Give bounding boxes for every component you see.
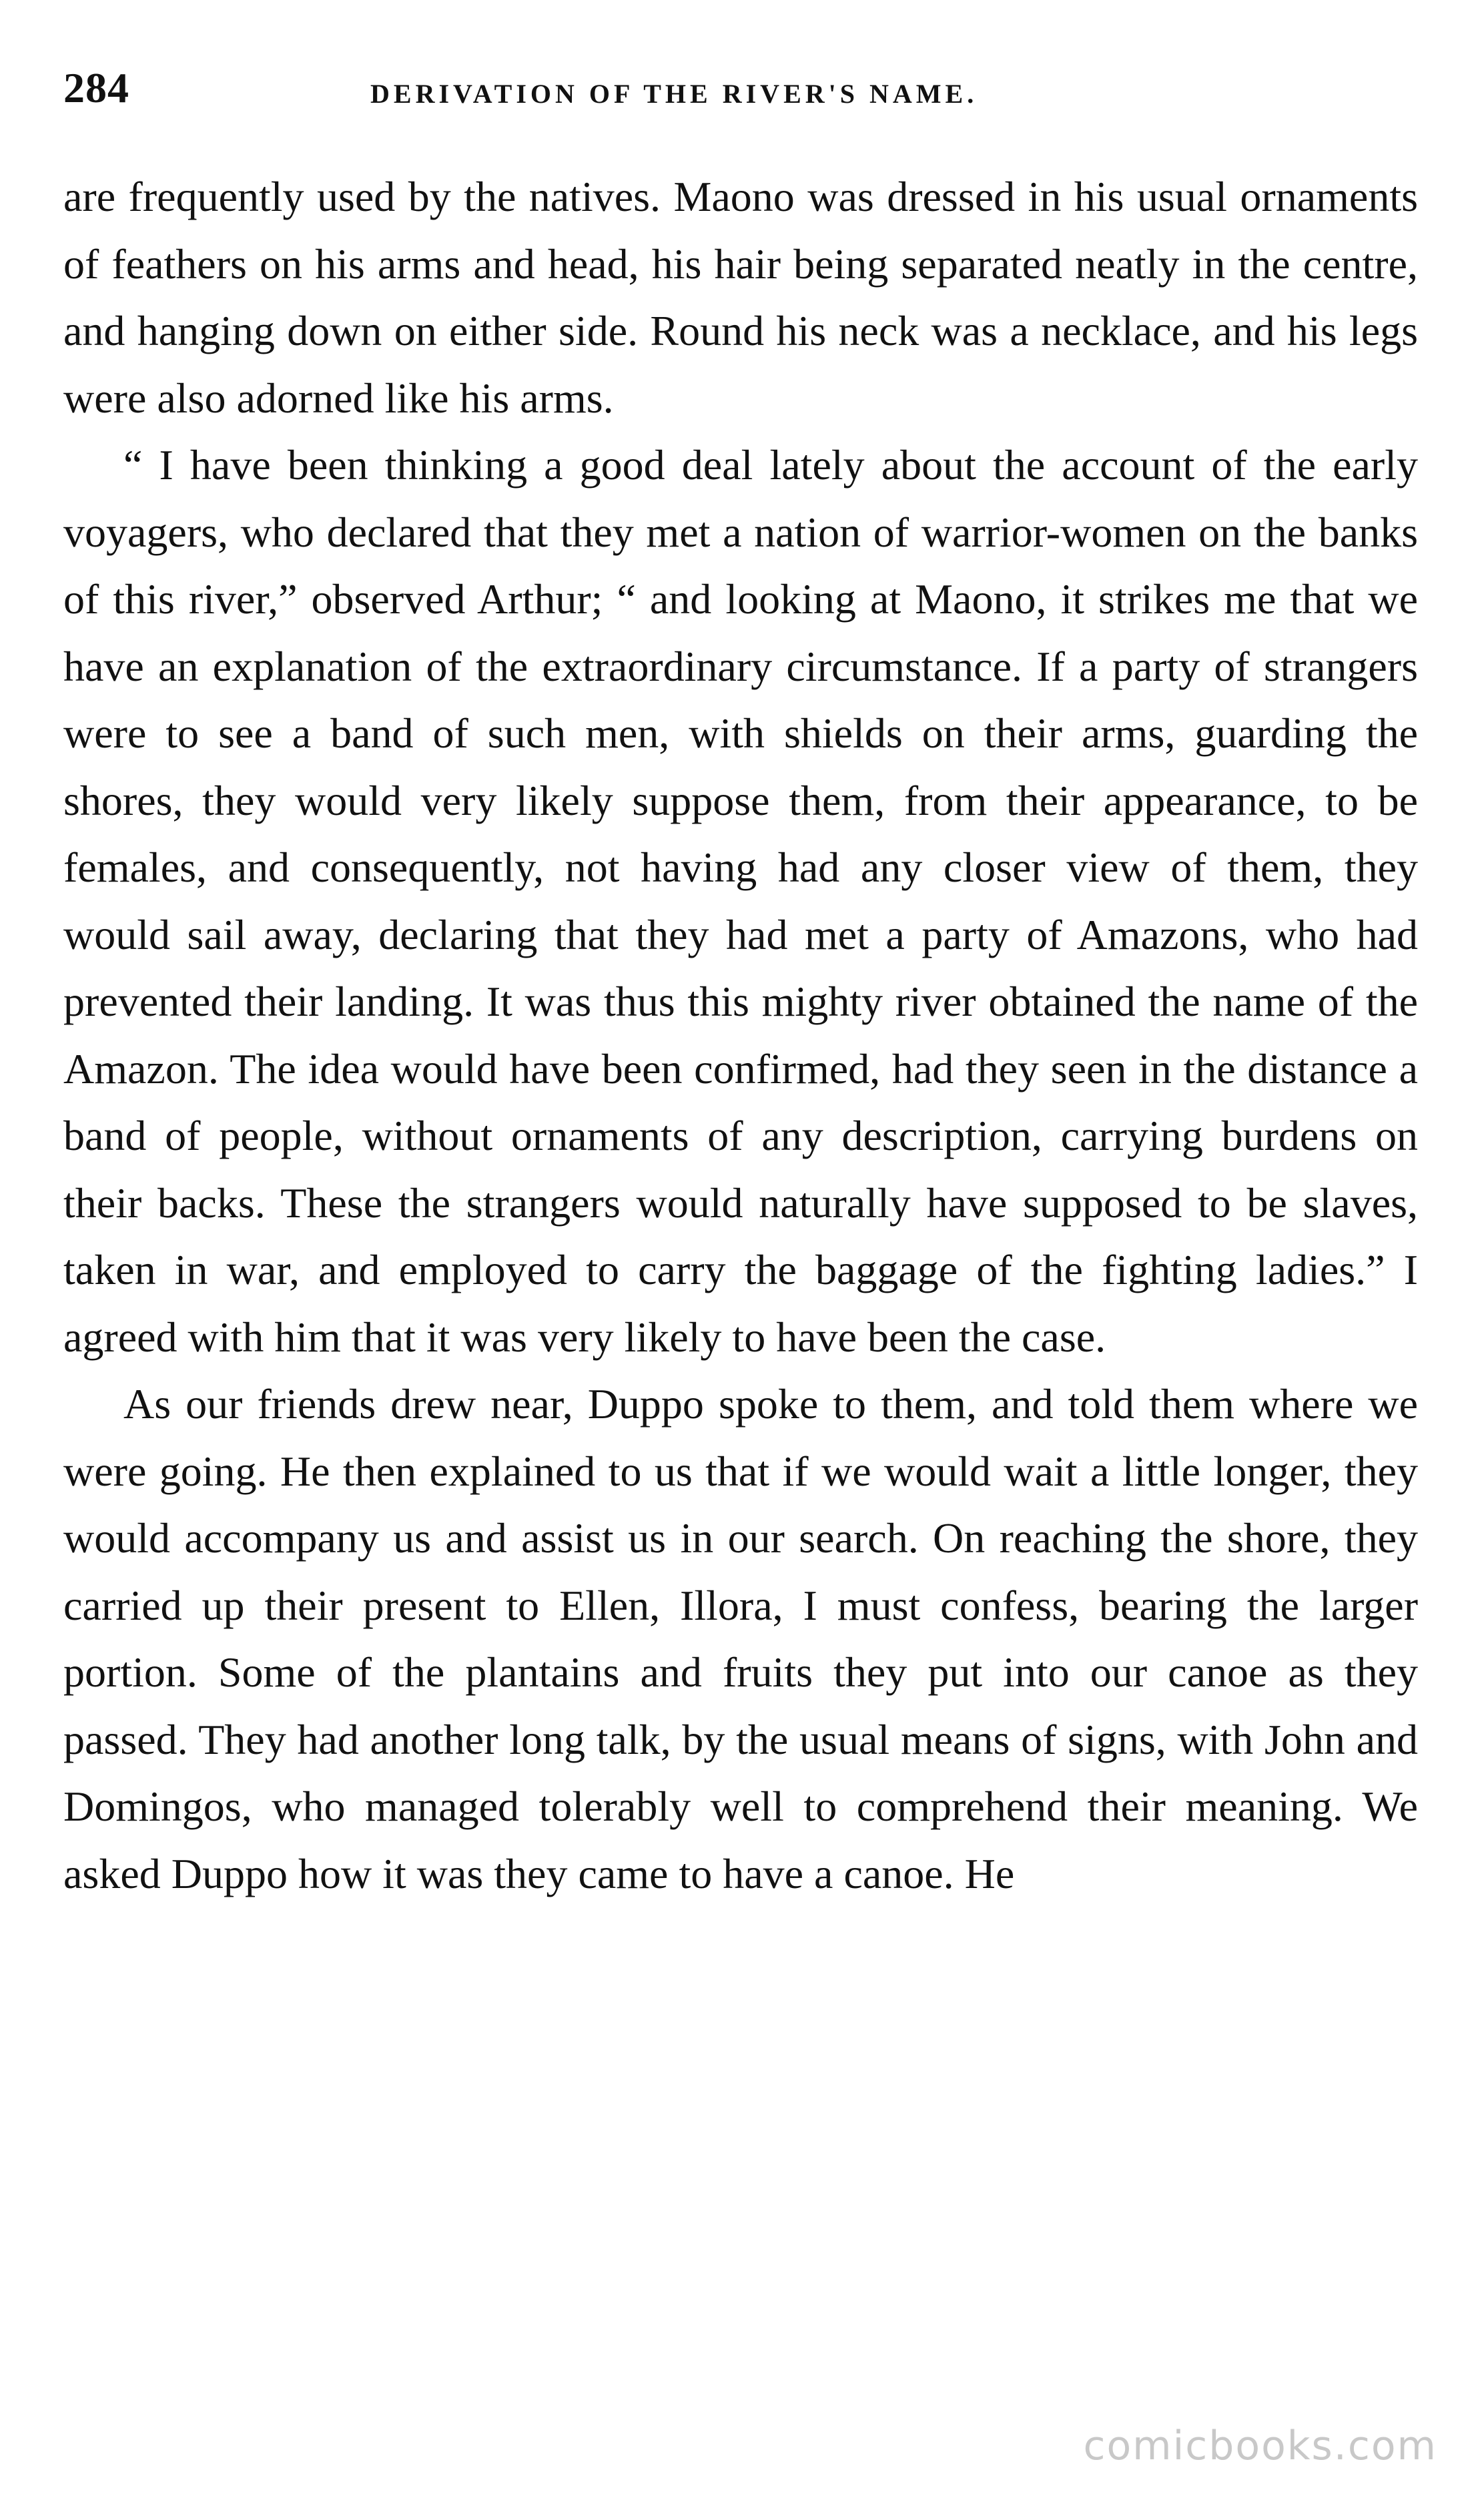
running-head: DERIVATION OF THE RIVER'S NAME.	[370, 79, 978, 109]
page-number: 284	[63, 64, 129, 111]
page-header	[63, 63, 1418, 123]
paragraph-3: As our friends drew near, Duppo spoke to them, and told them where we were going. He then explained to us that if we would wait a little longer, they would accompany us and assist us in our search. On reaching the shore, they carried up their present to Ellen, Illora, I must confess, bearing the larger portion. Some of the plantains and fruits they put into our canoe as they passed. They had another long talk, by the usual means of signs, with John and Domingos, who managed tolerably well to comprehend their meaning. We asked Duppo how it was they came to have a canoe. He	[63, 1380, 1418, 1897]
paragraph-2: “ I have been thinking a good deal lately about the account of the early voyagers, who declared that they met a nation of warrior-women on the banks of this river,” observed Arthur; “ and looking at Maono, it strikes me that we have an explanation of the extraordinary circumstance. If a party of strangers were to see a band of such men, with shields on their arms, guarding the shores, they would very likely suppose them, from their appearance, to be females, and consequently, not having had any closer view of them, they would sail away, declaring that they had met a party of Amazons, who had prevented their landing. It was thus this mighty river obtained the name of the Amazon. The idea would have been confirmed, had they seen in the distance a band of people, without ornaments of any description, carrying burdens on their backs. These the strangers would naturally have supposed to be slaves, taken in war, and employed to carry the baggage of the fighting ladies.” I agreed with him that it was very likely to have been the case.	[63, 441, 1418, 1361]
paragraph-1: are frequently used by the natives. Maono was dressed in his usual ornaments of feathers on his arms and head, his hair being separated neatly in the centre, and hanging down on either side. Round his neck was a necklace, and his legs were also adorned like his arms.	[63, 173, 1418, 422]
body-text	[63, 164, 1418, 1907]
watermark: comicbooks.com	[1083, 2423, 1437, 2469]
